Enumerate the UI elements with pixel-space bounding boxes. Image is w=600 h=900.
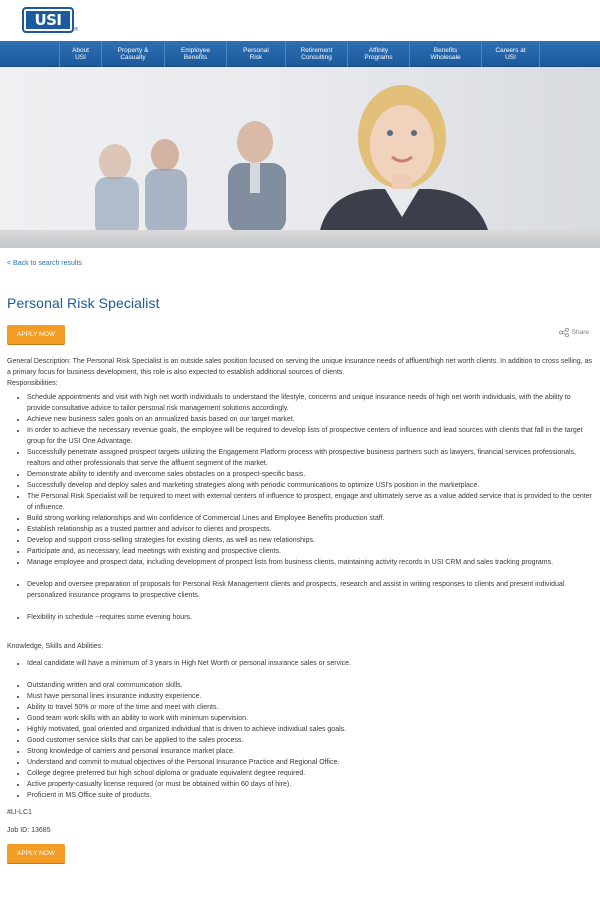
- responsibilities-list-extra-2: [27, 612, 593, 623]
- list-item: • Successfully penetrate assigned prospect targets utilizing the Engagement Platform process with prospective business partners such as lawyers, financial services professionals, realtors and other professionals that serve the affluent segment of the market.: [27, 447, 593, 469]
- back-to-results-link[interactable]: < Back to search results: [7, 260, 82, 267]
- list-item: • Strong knowledge of carriers and personal insurance market place.: [27, 746, 593, 757]
- list-item: • Ability to travel 50% or more of the time and meet with clients.: [27, 702, 593, 713]
- list-item: • The Personal Risk Specialist will be required to meet with external centers of influence to prospect, engage and ultimately serve as a value added service that is provided to the center of influence.: [27, 491, 593, 513]
- nav-item-careers[interactable]: Careers at USI: [481, 41, 540, 67]
- site-header: [0, 0, 600, 41]
- hero-illustration: [0, 67, 600, 230]
- list-item: • Flexibility in schedule --requires some evening hours.: [27, 612, 593, 623]
- list-item: • College degree preferred but high school diploma or graduate equivalent degree required.: [27, 768, 593, 779]
- general-description: [7, 356, 593, 389]
- nav-item-about-usi[interactable]: About USI: [59, 41, 101, 67]
- list-item: • Achieve new business sales goals on an annualized basis based on our target market.: [27, 414, 593, 425]
- usi-logo[interactable]: [22, 7, 78, 33]
- list-item: • Develop and oversee preparation of proposals for Personal Risk Management clients and prospects, research and assist in writing responses to clients and present individual personalized insurance programs to prospective clients.: [27, 579, 593, 601]
- general-description-text: General Description: The Personal Risk Specialist is an outside sales position focused on serving the unique insurance needs of affluent/high net worth clients. In addition to cross selling, as a primary focus for business development, this role is also expected to establish additional sources of clients.: [7, 358, 592, 376]
- list-item: • Good team work skills with an ability to work with minimum supervision.: [27, 713, 593, 724]
- responsibilities-label: Responsibilities:: [7, 380, 58, 387]
- nav-item-property-casualty[interactable]: Property & Casualty: [101, 41, 164, 67]
- list-item: • Active property-casualty license required (or must be obtained within 60 days of hire).: [27, 779, 593, 790]
- job-id: Job ID: 13685: [7, 827, 51, 834]
- nav-item-personal-risk[interactable]: Personal Risk: [226, 41, 285, 67]
- list-item: • Establish relationship as a trusted partner and advisor to clients and prospects.: [27, 524, 593, 535]
- nav-item-employee-benefits[interactable]: Employee Benefits: [164, 41, 226, 67]
- registered-mark: ®: [73, 27, 78, 33]
- list-item: • Understand and commit to mutual objectives of the Personal Insurance Practice and Regional Office.: [27, 757, 593, 768]
- page-title: Personal Risk Specialist: [7, 295, 160, 311]
- nav-item-retirement-consulting[interactable]: Retirement Consulting: [285, 41, 347, 67]
- apply-now-button[interactable]: APPLY NOW: [7, 325, 65, 344]
- ksa-label: Knowledge, Skills and Abilities:: [7, 643, 104, 650]
- hero-footer-bar: [0, 230, 600, 248]
- list-item: • Demonstrate ability to identify and overcome sales obstacles on a prospect-specific basis.: [27, 469, 593, 480]
- list-item: • Successfully develop and deploy sales and marketing strategies along with periodic communications to optimize USI's position in the marketplace.: [27, 480, 593, 491]
- list-item: • Ideal candidate will have a minimum of 3 years in High Net Worth or personal insurance sales or service.: [27, 658, 593, 669]
- job-content: [7, 258, 593, 863]
- list-item: • Outstanding written and oral communication skills.: [27, 680, 593, 691]
- apply-now-button-bottom[interactable]: APPLY NOW: [7, 844, 65, 863]
- list-item: • Build strong working relationships and win confidence of Commercial Lines and Employee Benefits production staff.: [27, 513, 593, 524]
- linkedin-tag: #LI-LC1: [7, 809, 32, 816]
- list-item: • Good customer service skills that can be applied to the sales process.: [27, 735, 593, 746]
- responsibilities-list-extra: [27, 579, 593, 601]
- nav-item-affinity-programs[interactable]: Affinity Programs: [347, 41, 409, 67]
- list-item: • In order to achieve the necessary revenue goals, the employee will be required to develop lists of prospective centers of influence and lead sources with clients that fall in the target group for the USI One Advantage.: [27, 425, 593, 447]
- hero-image: [0, 67, 600, 230]
- share-button[interactable]: [559, 328, 589, 337]
- responsibilities-list: [27, 392, 593, 568]
- ksa-list-first: [27, 658, 593, 669]
- nav-item-benefits-wholesale[interactable]: Benefits Wholesale: [409, 41, 481, 67]
- list-item: • Develop and support cross-selling strategies for existing clients, as well as new relationships.: [27, 535, 593, 546]
- ksa-list: [27, 680, 593, 801]
- share-label: Share: [571, 329, 589, 336]
- list-item: • Participate and, as necessary, lead meetings with existing and prospective clients.: [27, 546, 593, 557]
- logo-text: USI: [34, 11, 62, 29]
- main-nav: [0, 41, 600, 67]
- list-item: • Proficient in MS Office suite of products.: [27, 790, 593, 801]
- list-item: • Schedule appointments and visit with high net worth individuals to understand the lifestyle, concerns and unique insurance needs of high net worth individuals, with the ability to provide consultative advice to tailor personal risk management solutions accordingly.: [27, 392, 593, 414]
- share-icon: [559, 328, 569, 337]
- list-item: • Manage employee and prospect data, including development of prospect lists from business clients, maintaining activity records in USI CRM and sales tracking programs.: [27, 557, 593, 568]
- list-item: • Must have personal lines insurance industry experience.: [27, 691, 593, 702]
- list-item: • Highly motivated, goal oriented and organized individual that is driven to achieve individual sales goals.: [27, 724, 593, 735]
